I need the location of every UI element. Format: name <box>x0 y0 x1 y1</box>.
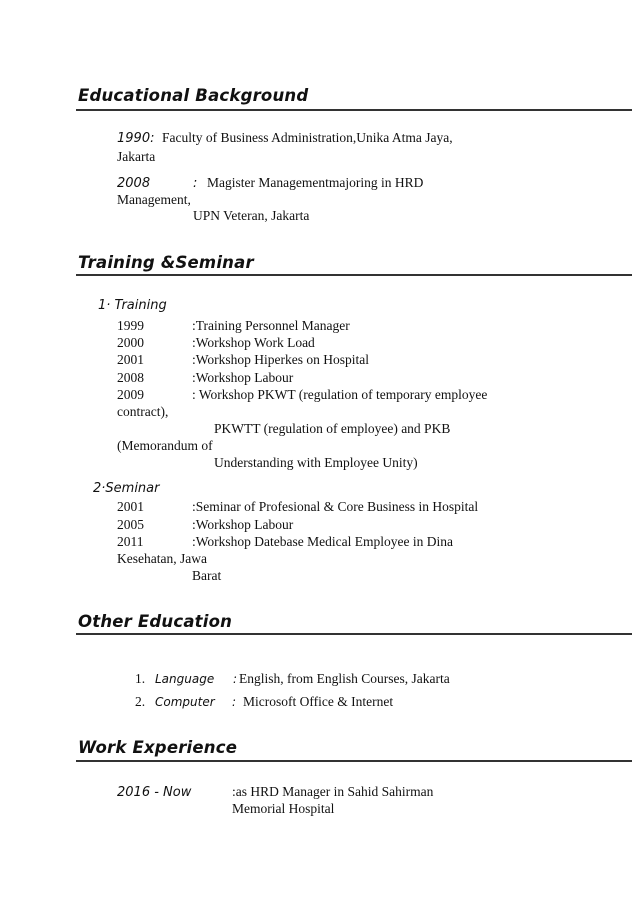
seminar-desc-cont: Kesehatan, Jawa <box>117 551 207 566</box>
section-divider <box>76 760 632 762</box>
other-item-value: English, from English Courses, Jakarta <box>239 671 450 686</box>
seminar-year: 2011 <box>117 534 144 549</box>
work-desc: :as HRD Manager in Sahid Sahirman <box>232 784 434 799</box>
training-year: 2001 <box>117 352 144 367</box>
training-label: 1· Training <box>98 298 167 313</box>
seminar-desc: :Workshop Labour <box>192 517 294 532</box>
training-desc-cont: contract), <box>117 404 169 419</box>
seminar-year: 2001 <box>117 499 144 514</box>
education-desc-cont: Management, <box>117 192 191 207</box>
section-title-education: Educational Background <box>78 86 309 105</box>
education-desc: Magister Managementmajoring in HRD <box>207 175 424 190</box>
seminar-label: 2·Seminar <box>93 481 160 496</box>
section-title-training: Training &Seminar <box>78 253 254 272</box>
section-title-work-experience: Work Experience <box>78 738 238 757</box>
section-title-other-education: Other Education <box>78 612 233 631</box>
seminar-desc: :Seminar of Profesional & Core Business in Hospital <box>192 499 479 514</box>
education-year: 1990: <box>117 131 155 146</box>
other-item-label: Language <box>155 672 215 686</box>
seminar-desc: :Workshop Datebase Medical Employee in Dina <box>192 534 453 549</box>
training-year: 2000 <box>117 335 144 350</box>
training-desc: :Workshop Labour <box>192 370 294 385</box>
training-desc: : Workshop PKWT (regulation of temporary employee <box>192 387 488 402</box>
other-item-sep: : <box>232 695 237 709</box>
other-item-sep: : <box>233 672 238 686</box>
section-divider <box>76 109 632 111</box>
section-divider <box>76 274 632 276</box>
education-year: 2008 <box>117 176 151 191</box>
training-desc: :Workshop Hiperkes on Hospital <box>192 352 370 367</box>
section-divider <box>76 633 632 635</box>
seminar-year: 2005 <box>117 517 144 532</box>
training-desc-cont: (Memorandum of <box>117 438 213 453</box>
education-desc: Faculty of Business Administration,Unika Atma Jaya, <box>162 130 453 145</box>
education-sep: : <box>193 176 198 191</box>
training-year: 2009 <box>117 387 144 402</box>
other-item-label: Computer <box>155 695 215 709</box>
seminar-desc-cont: Barat <box>192 568 222 583</box>
other-item-number: 1. <box>135 671 146 686</box>
training-year: 1999 <box>117 318 144 333</box>
training-desc-cont: PKWTT (regulation of employee) and PKB <box>214 421 451 436</box>
education-desc-cont: UPN Veteran, Jakarta <box>193 208 310 223</box>
training-desc-cont: Understanding with Employee Unity) <box>214 455 418 470</box>
training-year: 2008 <box>117 370 144 385</box>
training-desc: :Training Personnel Manager <box>192 318 350 333</box>
training-desc: :Workshop Work Load <box>192 335 315 350</box>
work-period: 2016 - Now <box>117 785 192 800</box>
other-item-value: Microsoft Office & Internet <box>243 694 394 709</box>
other-item-number: 2. <box>135 694 146 709</box>
education-desc-cont: Jakarta <box>117 149 156 164</box>
work-desc-cont: Memorial Hospital <box>232 801 335 816</box>
